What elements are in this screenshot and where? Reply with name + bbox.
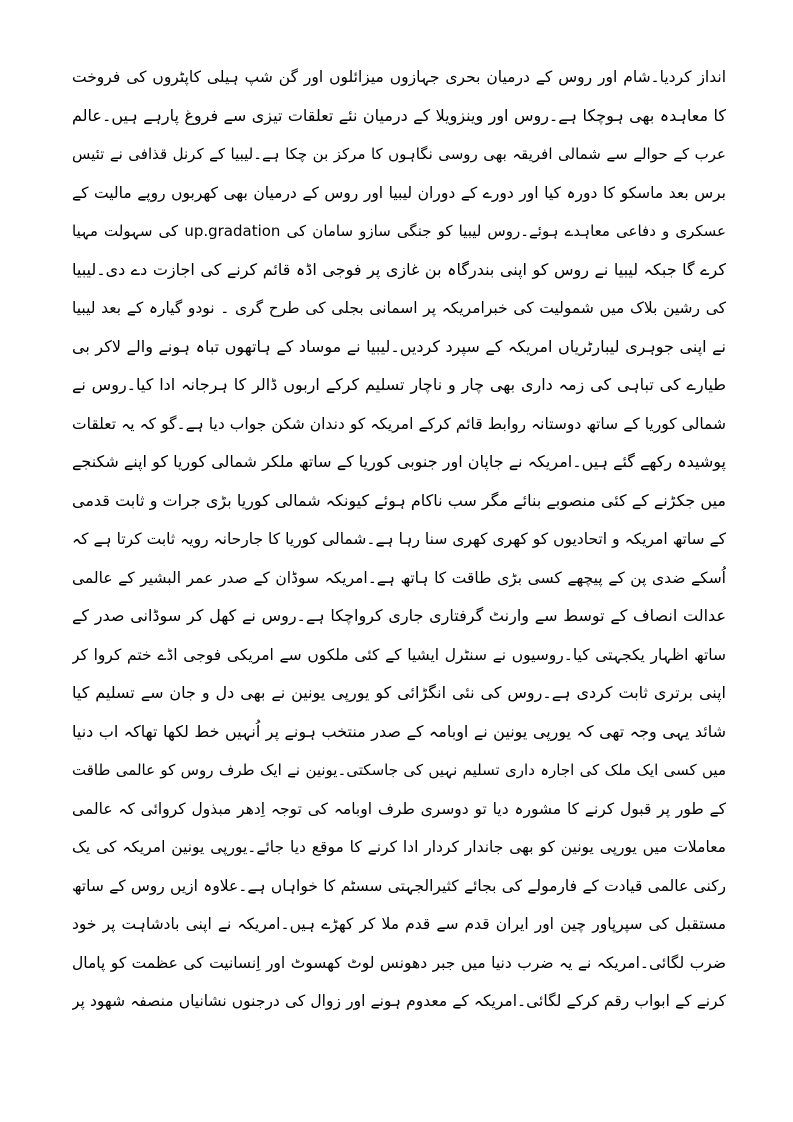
text-line-3: عرب کے حوالے سے شمالی افریقہ بھی روسی نگاہوں کا مرکز بن چکا ہے۔لیبیا کے کرنل قذافی نے تئیس [72, 145, 726, 163]
body-text [72, 58, 726, 1021]
text-line-21: معاملات میں یورپی یونین کو بھی جاندار کردار ادا کرنے کا موقع دیا جائے۔یورپی یونین امریکہ کی یک [72, 838, 726, 856]
text-line-18: شائد یہی وجہ تھی کہ یورپی یونین نے اوبامہ کے صدر منتخب ہونے پر اُنہیں خط لکھا تھاکہ اب دنیا [72, 721, 726, 741]
text-line-7: کی رشین بلاک میں شمولیت کی خبرامریکہ پر اسمانی بجلی کی طرح گری ۔ نودو گیارہ کے بعد لیبیا [72, 299, 726, 317]
text-line-12: میں جکڑنے کے کئی منصوبے بنائے مگر سب ناکام ہوئے کیونکہ شمالی کوریا بڑی جرات و ثابت قدمی [72, 490, 726, 510]
text-line-5: عسکری و دفاعی معاہدے ہوئے۔روس لیبیا کو جنگی سازو سامان کی up.gradation کی سہولت مہیا [72, 222, 726, 240]
text-line-2: کا معاہدہ بھی ہوچکا ہے۔روس اور وینزویلا کے درمیان نئے تعلقات تیزی سے فروغ پارہے ہیں۔عالم [72, 105, 726, 125]
text-line-10: شمالی کوریا کے ساتھ دوستانہ روابط قائم کرکے امریکہ کو دندان شکن جواب دیا ہے۔گو کہ یہ تعلقات [72, 414, 726, 433]
text-line-25: کرنے کے ابواب رقم کرکے لگائی۔امریکہ کے معدوم ہونے اور زوال کی درجنوں نشانیاں منصفہ شھود پر [72, 992, 726, 1010]
text-line-13: کے ساتھ امریکہ و اتحادیوں کو کھری کھری سنا رہا ہے۔شمالی کوریا کا جارحانہ رویہ ثابت کرتا ہے کہ [72, 530, 726, 548]
text-line-9: طیارے کی تباہی کی زمہ داری بھی چار و ناچار تسلیم کرکے اربوں ڈالر کا ہرجانہ ادا کیا۔روس نے [72, 375, 726, 394]
text-line-16: ساتھ اظہار یکجہتی کیا۔روسیوں نے سنٹرل ایشیا کے کئی ملکوں سے امریکی فوجی اڈے ختم کروا کر [72, 645, 726, 664]
text-line-20: کے طور پر قبول کرنے کا مشورہ دیا تو دوسری طرف اوبامہ کی توجہ اِدھر مبذول کروائی کہ عالمی [72, 799, 726, 818]
text-line-14: اُسکے ضدی پن کے پیچھے کسی بڑی طاقت کا ہاتھ ہے۔امریکہ سوڈان کے صدر عمر البشیر کے عالمی [72, 568, 726, 587]
text-line-1: انداز کردیا۔شام اور روس کے درمیان بحری جہازوں میزائلوں اور گن شپ ہیلی کاپٹروں کی فروخت [72, 68, 726, 86]
text-line-11: پوشیدہ رکھے گئے ہیں۔امریکہ نے جاپان اور جنوبی کوریا کے ساتھ ملکر شمالی کوریا کو اپنے شکنجے [72, 452, 726, 471]
text-line-23: مستقبل کی سپرپاور چین اور ایران قدم سے قدم ملا کر کھڑے ہیں۔امریکہ نے اپنی بادشاہت پر خود [72, 915, 726, 933]
text-line-4: برس بعد ماسکو کا دورہ کیا اور دورے کے دوران لیبیا اور روس کے درمیان بھی کھربوں روپے مالیت کے [72, 183, 726, 202]
text-line-22: رکنی عالمی قیادت کے فارمولے کی بجائے کثیرالجہتی سسٹم کا خواہاں ہے۔علاوہ ازیں روس کے ساتھ [72, 876, 726, 895]
text-line-6: کرے گا جبکہ لیبیا نے روس کو اپنی بندرگاہ بن غازی پر فوجی اڈہ قائم کرنے کی اجازت دے دی۔لیبیا [72, 259, 726, 279]
text-line-8: نے اپنی جوہری لیبارٹریاں امریکہ کے سپرد کردیں۔لیبیا نے موساد کے ہاتھوں تباہ ہونے والے لاکر بی [72, 336, 726, 356]
text-line-15: عدالت انصاف کے توسط سے وارنٹ گرفتاری جاری کرواچکا ہے۔روس نے کھل کر سوڈانی صدر کے [72, 606, 726, 625]
text-line-19: میں کسی ایک ملک کی اجارہ داری تسلیم نہیں کی جاسکتی۔یونین نے ایک طرف روس کو عالمی طاقت [72, 761, 726, 779]
text-line-24: ضرب لگائی۔امریکہ نے یہ ضرب دنیا میں جبر دھونس لوٹ کھسوٹ اور اِنسانیت کی عظمت کو پامال [72, 953, 726, 972]
text-line-17: اپنی برتری ثابت کردی ہے۔روس کی نئی انگڑائی کو یورپی یونین نے بھی دل و جان سے تسلیم کیا [72, 683, 726, 702]
